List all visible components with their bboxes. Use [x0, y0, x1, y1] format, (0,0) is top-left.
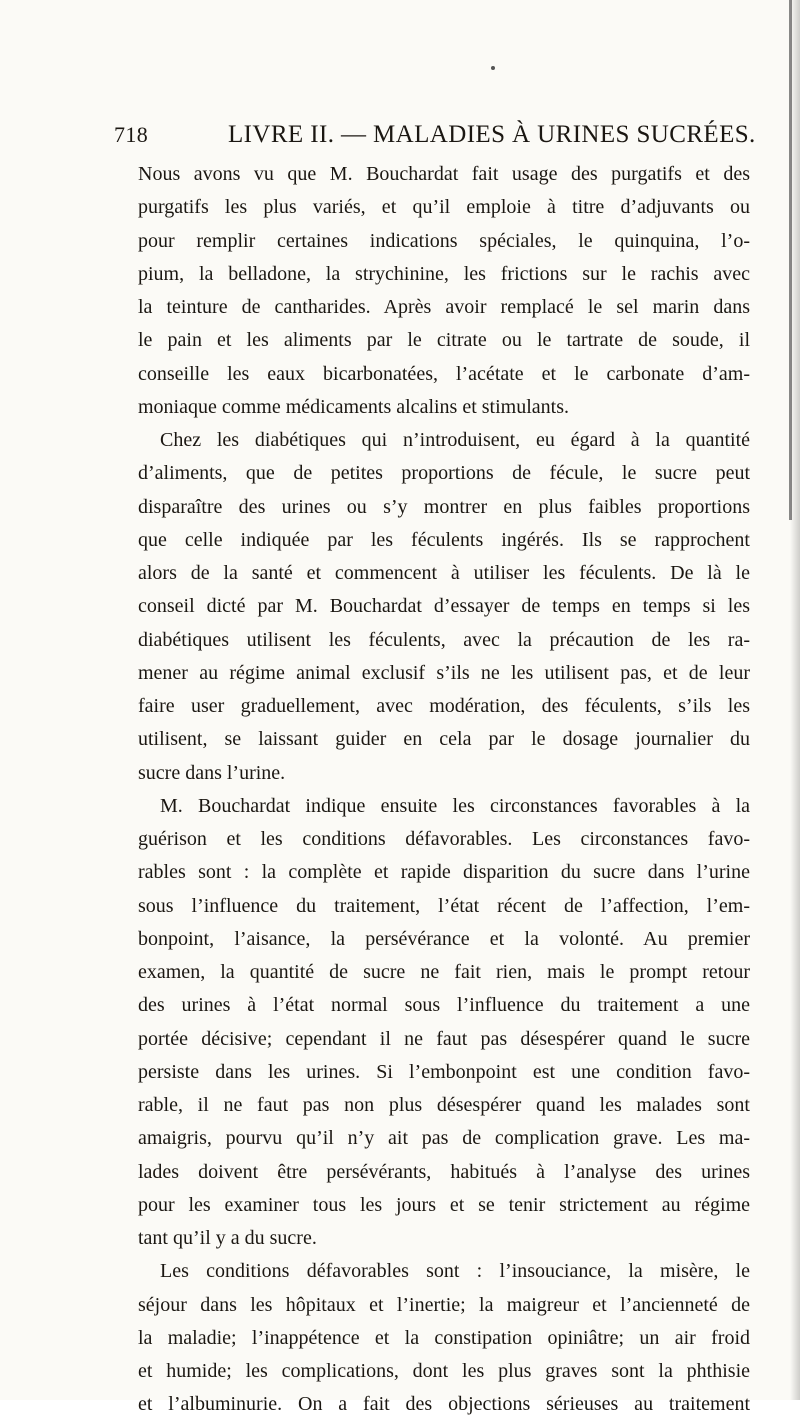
text-line: d’aliments, que de petites proportions de fécule, le sucre peut — [138, 462, 750, 485]
text-line: moniaque comme médicaments alcalins et stimulants. — [138, 395, 569, 418]
text-line: amaigris, pourvu qu’il n’y ait pas de complication grave. Les ma- — [138, 1127, 750, 1150]
text-line: conseil dicté par M. Bouchardat d’essayer de temps en temps si les — [138, 595, 750, 618]
text-line: examen, la quantité de sucre ne fait rien, mais le prompt retour — [138, 961, 750, 983]
text-line: Les conditions défavorables sont : l’insouciance, la misère, le — [160, 1260, 750, 1283]
text-line: guérison et les conditions défavorables. Les circonstances favo- — [138, 828, 750, 850]
running-header — [114, 117, 774, 153]
text-line: des urines à l’état normal sous l’influence du traitement a une — [138, 994, 750, 1017]
text-line: rable, il ne faut pas non plus désespérer quand les malades sont — [138, 1094, 750, 1116]
text-line: et humide; les complications, dont les plus graves sont la phthisie — [138, 1360, 750, 1382]
text-line: diabétiques utilisent les féculents, avec la précaution de les ra- — [138, 628, 750, 651]
print-speck — [491, 66, 495, 70]
page-number: 718 — [114, 122, 149, 147]
text-line: Nous avons vu que M. Bouchardat fait usage des purgatifs et des — [138, 163, 750, 185]
page-edge-line — [789, 0, 792, 520]
text-line: la maladie; l’inappétence et la constipation opiniâtre; un air froid — [138, 1326, 750, 1349]
text-line: et l’albuminurie. On a fait des objections sérieuses au traitement — [138, 1393, 750, 1416]
text-line: bonpoint, l’aisance, la persévérance et la volonté. Au premier — [138, 927, 750, 950]
text-line: purgatifs les plus variés, et qu’il emploie à titre d’adjuvants ou — [138, 196, 750, 219]
text-line: portée décisive; cependant il ne faut pas désespérer quand le sucre — [138, 1027, 750, 1050]
text-line: sous l’influence du traitement, l’état récent de l’affection, l’em- — [138, 894, 750, 917]
running-title: LIVRE II. — MALADIES À URINES SUCRÉES. — [228, 121, 756, 148]
text-line: mener au régime animal exclusif s’ils ne les utilisent pas, et de leur — [138, 661, 750, 684]
text-line: Chez les diabétiques qui n’introduisent, eu égard à la quantité — [160, 429, 750, 451]
text-line: pium, la belladone, la strychinine, les frictions sur le rachis avec — [138, 262, 750, 285]
body-text — [138, 158, 750, 1422]
text-line: M. Bouchardat indique ensuite les circonstances favorables à la — [160, 794, 750, 817]
text-line: pour les examiner tous les jours et se tenir strictement au régime — [138, 1193, 750, 1216]
text-line: lades doivent être persévérants, habitués à l’analyse des urines — [138, 1160, 750, 1183]
text-line: que celle indiquée par les féculents ingérés. Ils se rapprochent — [138, 528, 750, 551]
text-line: la teinture de cantharides. Après avoir remplacé le sel marin dans — [138, 296, 750, 318]
text-line: le pain et les aliments par le citrate ou le tartrate de soude, il — [138, 329, 750, 352]
text-line: tant qu’il y a du sucre. — [138, 1227, 317, 1249]
text-line: utilisent, se laissant guider en cela par le dosage journalier du — [138, 728, 750, 751]
text-line: sucre dans l’urine. — [138, 761, 286, 784]
text-line: alors de la santé et commencent à utiliser les féculents. De là le — [138, 562, 750, 584]
text-line: rables sont : la complète et rapide disparition du sucre dans l’urine — [138, 861, 750, 884]
text-line: faire user graduellement, avec modération, des féculents, s’ils les — [138, 695, 750, 717]
text-line: persiste dans les urines. Si l’embonpoint est une condition favo- — [138, 1060, 750, 1083]
text-line: conseille les eaux bicarbonatées, l’acétate et le carbonate d’am- — [138, 362, 750, 385]
text-line: pour remplir certaines indications spéciales, le quinquina, l’o- — [138, 229, 750, 252]
text-line: disparaître des urines ou s’y montrer en plus faibles proportions — [138, 495, 750, 518]
text-line: séjour dans les hôpitaux et l’inertie; la maigreur et l’ancienneté de — [138, 1293, 750, 1316]
